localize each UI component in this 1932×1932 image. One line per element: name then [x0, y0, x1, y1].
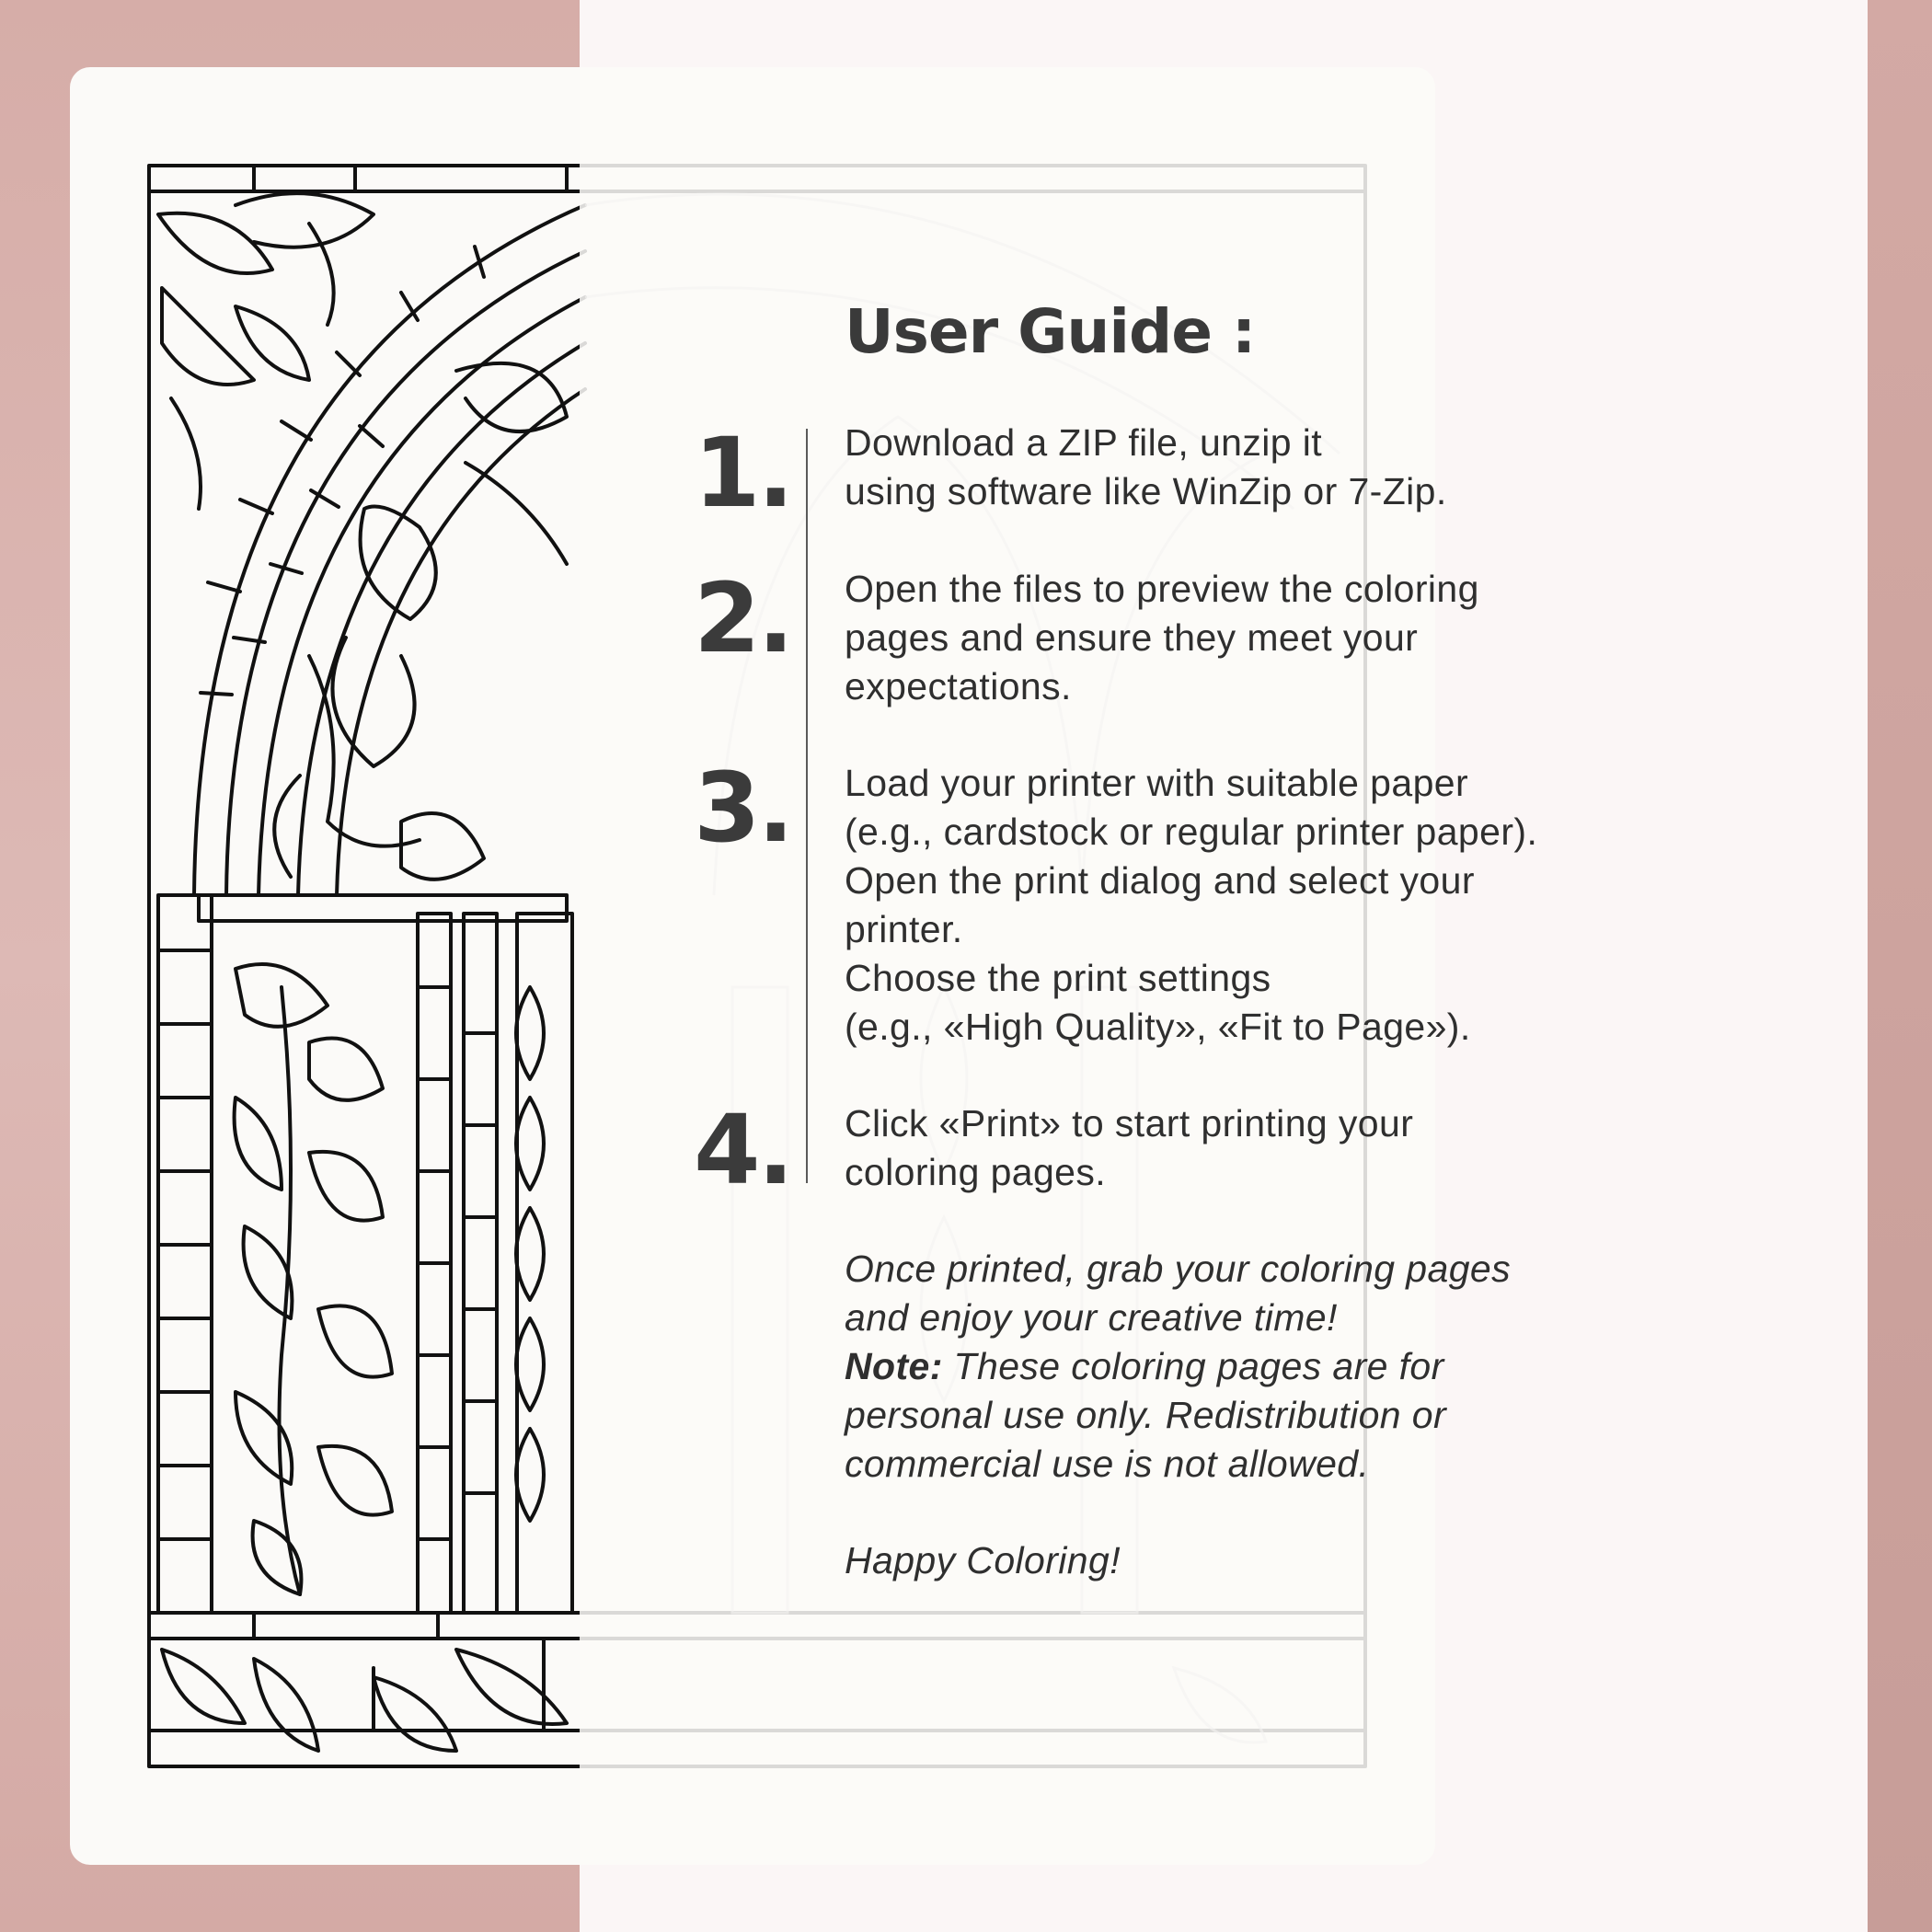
- step-number-3: 3.: [694, 752, 791, 864]
- step-number-4: 4.: [694, 1094, 791, 1206]
- step-divider-line: [806, 429, 808, 1183]
- step-1-text: Download a ZIP file, unzip it using software like WinZip or 7-Zip.: [845, 421, 1447, 512]
- step-number-2: 2.: [694, 562, 791, 674]
- guide-title: User Guide :: [845, 296, 1256, 367]
- closing-message: Once printed, grab your coloring pages and enjoy your creative time! Note: These coloring pages are for personal use only. Redistribution or commercial use is not allowed.: [845, 1248, 1512, 1485]
- step-4-text: Click «Print» to start printing your coloring pages.: [845, 1102, 1414, 1193]
- note-line: Note: These coloring pages are for: [845, 1345, 1444, 1387]
- step-2-text: Open the files to preview the coloring pages and ensure they meet your expectations.: [845, 568, 1479, 707]
- signoff-text: Happy Coloring!: [845, 1539, 1121, 1581]
- step-number-1: 1.: [694, 417, 791, 529]
- note-label: Note:: [845, 1345, 943, 1387]
- step-3-text: Load your printer with suitable paper (e.g., cardstock or regular printer paper). Open the print dialog and select your printer. Choose the print settings (e.g., «High Quality», «Fit to Page»).: [845, 762, 1538, 1048]
